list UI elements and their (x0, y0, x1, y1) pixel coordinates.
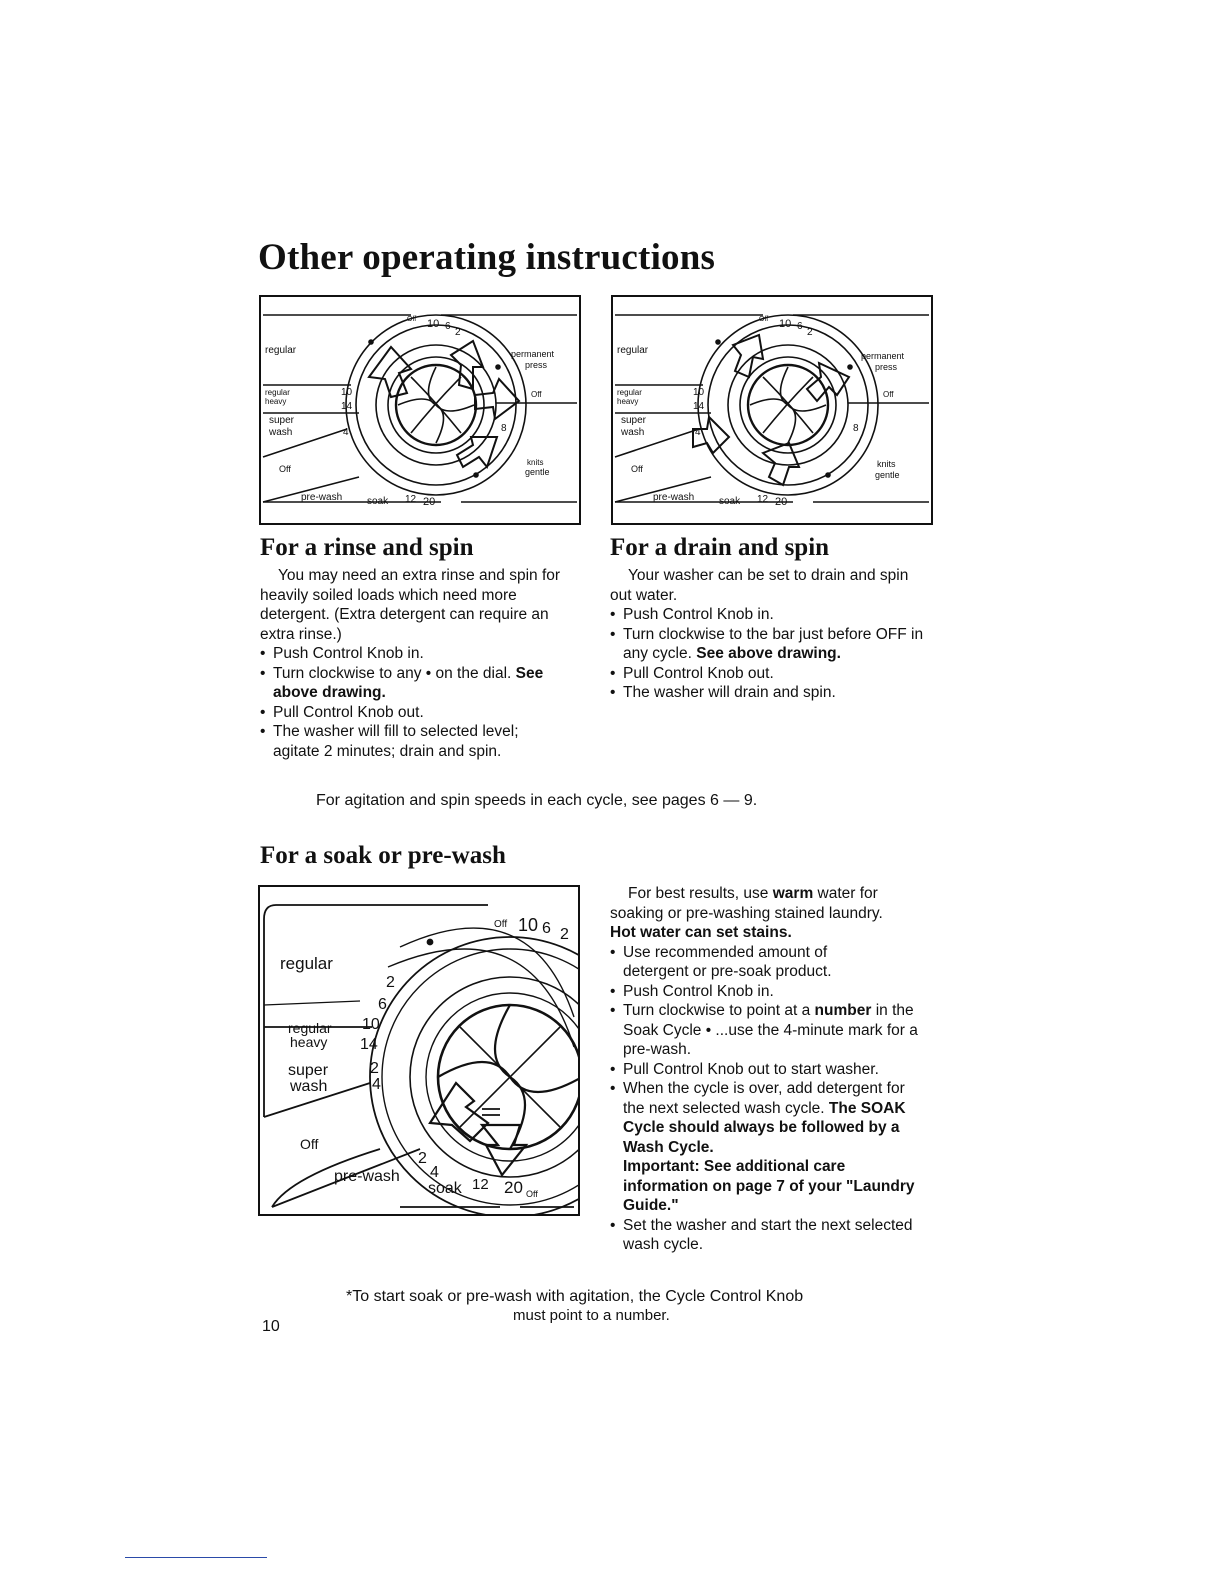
dial-soak-num-12: 12 (472, 1176, 489, 1193)
rinse-heading: For a rinse and spin (260, 534, 474, 561)
dial-soak-num-2-bottom: 2 (418, 1150, 427, 1167)
rinse-step-text: Turn clockwise to any • on the dial. (273, 664, 512, 682)
dial-soak-label-super: super (288, 1062, 329, 1079)
dial-drain-label-pre-wash: pre-wash (653, 492, 695, 503)
dial-rinse-num-10-left: 10 (341, 387, 353, 398)
dial-soak-label-regular: regular (280, 954, 333, 973)
rinse-step (260, 664, 570, 703)
speeds-note: For agitation and spin speeds in each cycle, see pages 6 — 9. (316, 792, 758, 809)
dial-soak-num-10-left: 10 (362, 1016, 380, 1033)
dial-drain-num-10: 10 (779, 318, 792, 330)
soak-step: • Use recommended amount of detergent or pre-soak product. (610, 943, 885, 982)
rinse-intro: You may need an extra rinse and spin for heavily soiled loads which need more detergent. (Extra detergent can require an extra rinse.) (260, 567, 561, 643)
soak-important-text: Important: See additional care information on page 7 of your "Laundry Guide." (623, 1158, 915, 1214)
dial-soak-label-regular-heavy: regular (288, 1020, 332, 1036)
rinse-step: • The washer will fill to selected level; agitate 2 minutes; drain and spin. (260, 722, 533, 761)
dial-soak-label-heavy: heavy (290, 1034, 328, 1050)
page-number: 10 (262, 1318, 280, 1335)
drain-step: • Pull Control Knob out. (610, 664, 935, 684)
dial-drain-label-permanent: permanent (861, 351, 905, 361)
rinse-step: • Pull Control Knob out. (260, 703, 570, 723)
soak-section (610, 884, 935, 1255)
dial-rinse-label-gentle: gentle (525, 467, 550, 477)
dial-diagram-soak (258, 885, 580, 1216)
dial-soak-num-10: 10 (518, 915, 539, 935)
dial-rinse-num-20: 20 (423, 496, 436, 508)
dial-drain-drawing (613, 297, 931, 523)
soak-step-bold: number (814, 1002, 872, 1019)
dial-soak-num-4-super: 4 (372, 1076, 381, 1093)
soak-important (610, 1157, 918, 1216)
dial-rinse-label-off-right: Off (531, 390, 542, 399)
dial-drain-num-4: 4 (695, 427, 701, 438)
dial-soak-num-4-bottom: 4 (430, 1164, 439, 1181)
soak-step-text-1: Turn clockwise to point at a (623, 1002, 811, 1019)
dial-drain-label-off-top: Off (759, 316, 769, 323)
dial-drain-label-off-left: Off (631, 464, 643, 474)
drain-step: • Push Control Knob in. (610, 605, 935, 625)
dial-drain-label-wash: wash (621, 427, 645, 438)
dial-rinse-num-4: 4 (343, 427, 349, 438)
dial-rinse-num-6: 6 (445, 321, 451, 332)
dial-diagram-rinse (259, 295, 581, 525)
rinse-section (260, 566, 570, 761)
soak-step (610, 1079, 913, 1157)
page-title: Other operating instructions (258, 237, 716, 278)
dial-drain-label-knits: knits (877, 459, 896, 469)
soak-intro-bold-2: Hot water can set stains. (610, 924, 792, 941)
soak-intro-bold-1: warm (772, 885, 814, 902)
dial-rinse-label-pre-wash: pre-wash (301, 492, 343, 503)
dial-drain-num-14: 14 (693, 401, 705, 412)
dial-drain-label-press: press (875, 362, 898, 372)
drain-step-bold: See above drawing. (696, 645, 841, 662)
soak-heading: For a soak or pre-wash (260, 842, 506, 869)
rinse-step: • Push Control Knob in. (260, 644, 570, 664)
soak-step-text-2: in the Soak Cycle • ...use the 4-minute mark for a pre-wash. (623, 1002, 918, 1058)
dial-drain-label-super: super (621, 415, 647, 426)
dial-rinse-label-heavy: heavy (265, 397, 287, 406)
dial-rinse-label-wash: wash (269, 427, 293, 438)
rinse-steps (260, 644, 570, 761)
soak-step: • Push Control Knob in. (610, 982, 935, 1002)
dial-soak-num-2-left: 2 (386, 974, 395, 991)
dial-diagram-drain (611, 295, 933, 525)
dial-rinse-label-permanent: permanent (511, 349, 555, 359)
dial-soak-label-soak: soak (428, 1180, 462, 1197)
dial-drain-num-6: 6 (797, 321, 803, 332)
dial-soak-label-pre-wash: pre-wash (334, 1168, 400, 1185)
dial-rinse-num-10: 10 (427, 318, 440, 330)
dial-rinse-label-knits: knits (527, 458, 544, 467)
dial-rinse-label-off-left: Off (279, 464, 291, 474)
dial-rinse-num-12: 12 (405, 494, 417, 505)
dial-drain-num-2: 2 (807, 327, 813, 338)
dial-soak-drawing (260, 887, 578, 1214)
dial-rinse-num-8: 8 (501, 423, 507, 434)
soak-step-bold: The SOAK Cycle should always be followed by a Wash Cycle. (623, 1099, 906, 1156)
dial-rinse-drawing (261, 297, 579, 523)
dial-soak-num-6-left: 6 (378, 996, 387, 1013)
dial-drain-label-soak: soak (719, 496, 741, 507)
drain-heading: For a drain and spin (610, 534, 830, 561)
drain-step: • The washer will drain and spin. (610, 683, 935, 703)
dial-rinse-label-off-top: Off (407, 316, 417, 323)
dial-rinse-num-14: 14 (341, 401, 353, 412)
dial-drain-num-8: 8 (853, 423, 859, 434)
drain-steps (610, 605, 935, 703)
dial-drain-num-20: 20 (775, 496, 788, 508)
dial-drain-num-12: 12 (757, 494, 769, 505)
soak-step-text: When the cycle is over, add detergent for the next selected wash cycle. (623, 1080, 905, 1117)
dial-soak-label-off-left: Off (300, 1136, 319, 1152)
drain-intro: Your washer can be set to drain and spin out water. (610, 567, 909, 604)
dial-drain-label-regular: regular (617, 345, 649, 356)
dial-soak-label-off-bottom: Off (526, 1189, 538, 1199)
dial-rinse-label-soak: soak (367, 496, 389, 507)
footnote-line-2: must point to a number. (513, 1307, 670, 1324)
dial-drain-label-gentle: gentle (875, 470, 900, 480)
dial-rinse-label-super: super (269, 415, 295, 426)
dial-soak-label-wash: wash (290, 1078, 328, 1095)
dial-rinse-label-regular-heavy: regular (265, 388, 290, 397)
rinse-step-bold: See above drawing. (273, 664, 544, 701)
dial-drain-label-off-right: Off (883, 390, 894, 399)
dial-drain-label-heavy: heavy (617, 397, 639, 406)
soak-step (610, 1001, 935, 1060)
footnote-line-1: *To start soak or pre-wash with agitation, the Cycle Control Knob (346, 1288, 804, 1305)
dial-soak-num-2: 2 (560, 926, 569, 943)
soak-intro-text-1: For best results, use (628, 885, 769, 902)
drain-step (610, 625, 935, 664)
dial-soak-num-6: 6 (542, 920, 551, 937)
drain-step-text: Turn clockwise to the bar just before OFF in any cycle. (623, 625, 924, 662)
soak-steps (610, 943, 935, 1255)
dial-soak-num-20: 20 (504, 1178, 523, 1197)
bottom-rule (125, 1557, 267, 1558)
dial-drain-num-10-left: 10 (693, 387, 705, 398)
soak-intro (610, 884, 910, 943)
dial-rinse-label-regular: regular (265, 345, 297, 356)
drain-section (610, 566, 935, 703)
dial-drain-label-regular-heavy: regular (617, 388, 642, 397)
dial-soak-num-14: 14 (360, 1036, 378, 1053)
soak-step: • Pull Control Knob out to start washer. (610, 1060, 935, 1080)
soak-step: • Set the washer and start the next selected wash cycle. (610, 1216, 923, 1255)
dial-rinse-num-2: 2 (455, 327, 461, 338)
dial-soak-label-off-top: Off (494, 919, 508, 930)
dial-rinse-label-press: press (525, 360, 548, 370)
soak-intro-text-2: water for soaking or pre-washing stained laundry. (610, 885, 883, 922)
dial-soak-num-2-super: 2 (370, 1060, 379, 1077)
